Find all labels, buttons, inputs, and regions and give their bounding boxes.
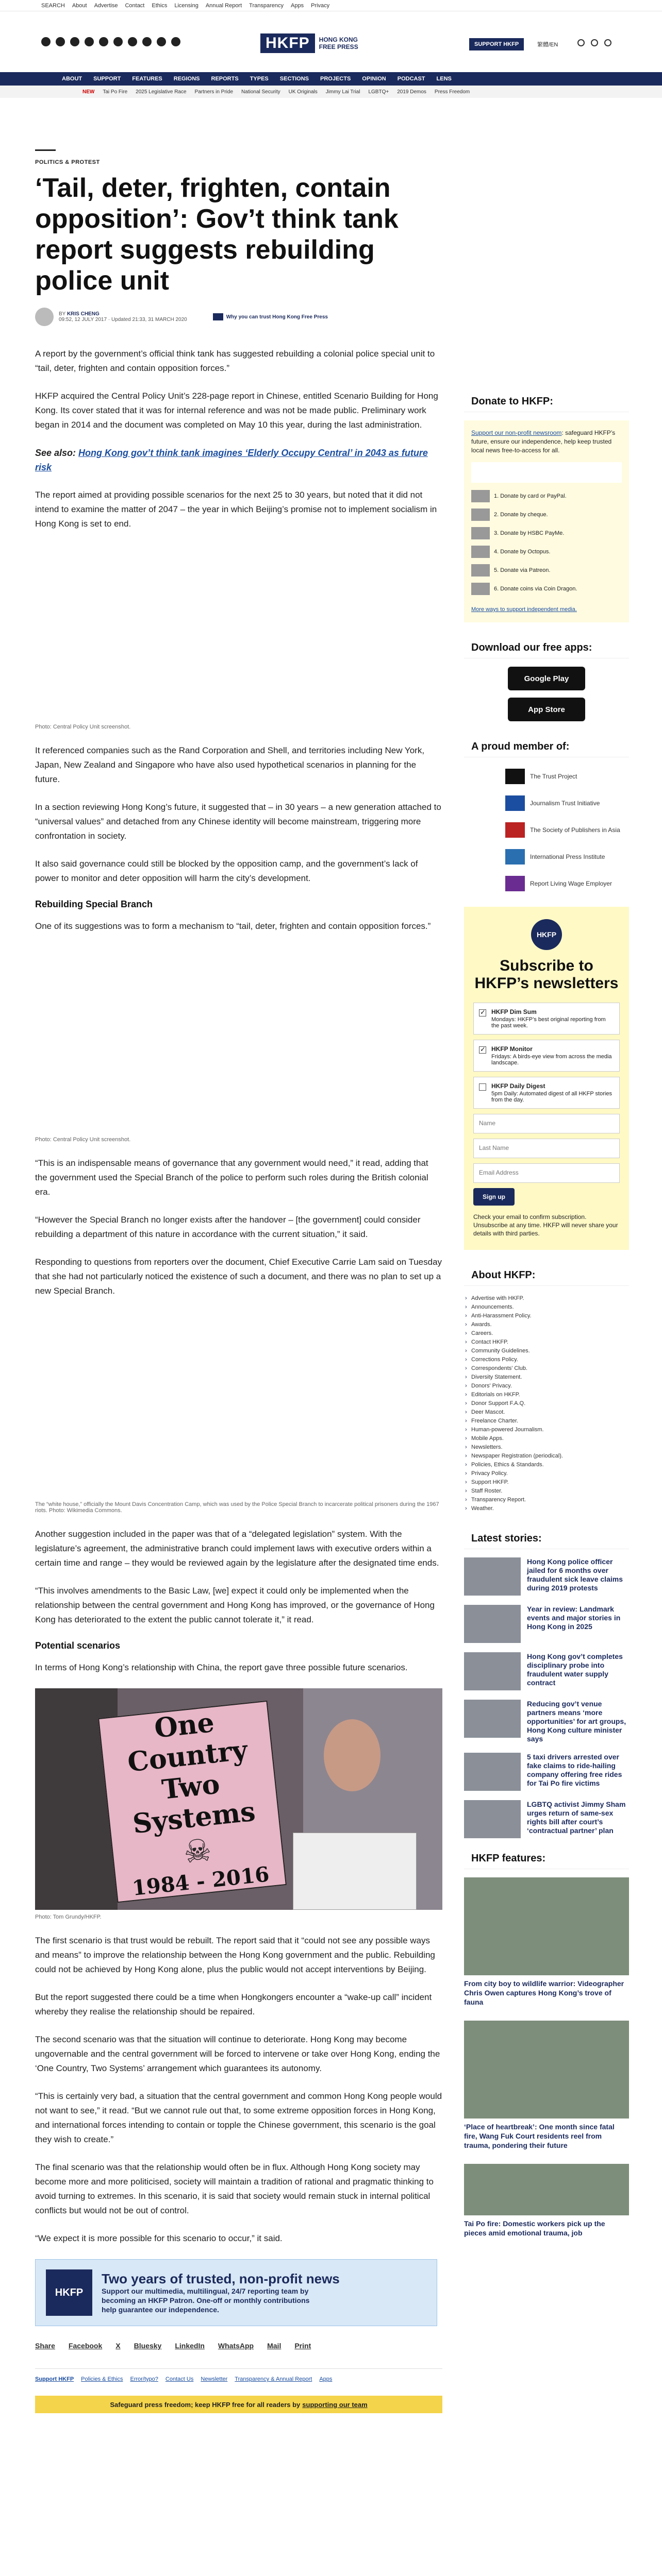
newsletter-option-dimsum[interactable] xyxy=(473,1003,620,1035)
sidebar xyxy=(464,392,629,2251)
advertise-link[interactable]: Advertise xyxy=(94,2,118,9)
member-logo[interactable] xyxy=(505,795,629,811)
about-item[interactable]: › Freelance Charter. xyxy=(464,1417,629,1426)
paragraph: The final scenario was that the relationship would often be in flux. Although Hong Kong society may become more and more politicised, society will maintain a tradition of rational and pragmatic thinking to avoid turning to extremes. In this scenario, it is said that society would remain stuck in internal political conflicts but would not be out of control. xyxy=(35,2162,434,2215)
about-item[interactable]: › Contact HKFP. xyxy=(464,1338,629,1347)
nav-about[interactable]: ABOUT xyxy=(62,76,82,82)
linkedin-icon[interactable] xyxy=(128,37,137,46)
paragraph: “This involves amendments to the Basic Law, [we] expect it could only be implemented when the relationship between the central government and Hong Kong has improved, or the governance of Hong Kong has deteriorated to the extent the public cannot tolerate it,” it read. xyxy=(35,1586,435,1624)
nav-projects[interactable]: PROJECTS xyxy=(320,76,351,82)
support-footer-bar xyxy=(35,2396,442,2413)
trending-item[interactable]: 2019 Demos xyxy=(397,89,426,95)
jti-icon xyxy=(505,795,525,811)
latest-story[interactable] xyxy=(464,1557,629,1596)
nav-opinion[interactable]: OPINION xyxy=(362,76,386,82)
paragraph: “We expect it is more possible for this scenario to occur,” it said. xyxy=(35,2233,283,2243)
nav-types[interactable]: TYPES xyxy=(250,76,269,82)
byline-text: BY KRIS CHENG 09:52, 12 JULY 2017 · Updated 21:33, 31 MARCH 2020 xyxy=(59,311,187,323)
about-link[interactable]: About xyxy=(72,2,87,9)
member-logo[interactable] xyxy=(505,769,629,784)
bluesky-icon[interactable] xyxy=(99,37,108,46)
about-list xyxy=(464,1294,629,1513)
newsletter-desc: 5pm Daily: Automated digest of all HKFP stories from the day. xyxy=(491,1091,612,1103)
banner-subtitle: Support our multimedia, multilingual, 24/7 reporting team by becoming an HKFP Patron. One-off or monthly contributions help guarantee our independence. xyxy=(102,2287,310,2314)
user-icon[interactable] xyxy=(591,39,598,46)
protest-photo xyxy=(35,1688,442,1910)
banner-logo: HKFP xyxy=(46,2269,92,2316)
nav-support[interactable]: SUPPORT xyxy=(93,76,121,82)
support-links xyxy=(35,2368,442,2382)
trending-item[interactable]: Partners in Pride xyxy=(194,89,234,95)
story-thumbnail xyxy=(464,1557,521,1596)
latest-story[interactable] xyxy=(464,1605,629,1643)
feature-title: From city boy to wildlife warrior: Videographer Chris Owen captures Hong Kong’s trove of fauna xyxy=(464,1979,624,2006)
article xyxy=(35,149,442,2413)
trending-item[interactable]: UK Originals xyxy=(288,89,318,95)
email-input[interactable]: Email Address xyxy=(473,1163,620,1183)
sign-text: One Country xyxy=(126,1706,249,1778)
contact-link[interactable]: Contact Us xyxy=(165,2376,194,2382)
about-item[interactable]: › Mobile Apps. xyxy=(464,1434,629,1443)
about-item[interactable]: › Diversity Statement. xyxy=(464,1373,629,1382)
latest-story[interactable] xyxy=(464,1700,629,1743)
newsletter-name: HKFP Daily Digest xyxy=(491,1082,545,1090)
trending-item[interactable]: Press Freedom xyxy=(434,89,470,95)
telegram-icon[interactable] xyxy=(142,37,152,46)
donate-option-label: 5. Donate via Patreon. xyxy=(494,567,551,573)
member-name: Report Living Wage Employer xyxy=(530,880,612,887)
donate-link[interactable]: Support our non-profit newsroom xyxy=(471,429,562,436)
feature-thumbnail xyxy=(464,1877,629,1975)
paragraph: “This is an indispensable means of governance that any government would need,” it read, adding that the government used the Special Branch of the police to perform such roles during the British colonial era. xyxy=(35,1158,428,1197)
about-item[interactable]: › Advertise with HKFP. xyxy=(464,1294,629,1303)
features-heading: HKFP features: xyxy=(464,1849,629,1869)
title-rule xyxy=(35,149,56,151)
story-thumbnail xyxy=(464,1800,521,1838)
story-thumbnail xyxy=(464,1700,521,1738)
section-heading: Potential scenarios xyxy=(35,1640,121,1651)
error-link[interactable]: Error/typo? xyxy=(130,2376,158,2382)
google-play-button[interactable]: Google Play xyxy=(508,667,585,690)
paragraph: A report by the government’s official think tank has suggested rebuilding a colonial police special unit to “tail, deter, frighten and contain opposition forces.” xyxy=(35,349,435,373)
member-logo[interactable] xyxy=(505,849,629,865)
about-item[interactable]: › Announcements. xyxy=(464,1303,629,1312)
about-item[interactable]: › Privacy Policy. xyxy=(464,1469,629,1478)
about-item[interactable]: › Corrections Policy. xyxy=(464,1355,629,1364)
cheque-icon xyxy=(471,509,490,521)
about-item[interactable]: › Transparency Report. xyxy=(464,1496,629,1504)
newsletter-logo: HKFP xyxy=(531,919,562,950)
image-caption: Photo: Tom Grundy/HKFP. xyxy=(35,1914,102,1920)
donate-option-label: 1. Donate by card or PayPal. xyxy=(494,493,567,499)
newsletter-option-monitor[interactable] xyxy=(473,1040,620,1072)
rss-icon[interactable] xyxy=(171,37,180,46)
article-title: ‘Tail, deter, frighten, contain opposition’: Gov’t think tank report suggests rebuilding police unit xyxy=(35,173,399,296)
story-title: Hong Kong police officer jailed for 6 months over fraudulent sick leave claims during 2019 protests xyxy=(527,1557,623,1592)
support-hkfp-button[interactable]: SUPPORT HKFP xyxy=(469,38,524,50)
apps-link[interactable]: Apps xyxy=(319,2376,333,2382)
newsletter-heading: Subscribe to HKFP’s newsletters xyxy=(474,957,619,992)
payme-icon xyxy=(471,527,490,539)
facebook-icon[interactable] xyxy=(41,37,51,46)
donate-heading: Donate to HKFP: xyxy=(464,392,629,412)
paragraph: The report aimed at providing possible scenarios for the next 25 to 30 years, but noted that it did not intend to examine the matter of 2047 – the year in which Beijing’s promise not to implement socialism in Hong Kong is set to end. xyxy=(35,490,437,529)
donate-logos xyxy=(471,462,622,483)
latest-story[interactable] xyxy=(464,1652,629,1690)
story-thumbnail xyxy=(464,1605,521,1643)
member-logo[interactable] xyxy=(505,876,629,891)
feature-story[interactable] xyxy=(464,2164,629,2238)
youtube-icon[interactable] xyxy=(113,37,123,46)
about-item[interactable]: › Anti-Harassment Policy. xyxy=(464,1312,629,1320)
paragraph: One of its suggestions was to form a mechanism to “tail, deter, frighten and contain opposition forces.” xyxy=(35,921,431,931)
nav-features[interactable]: FEATURES xyxy=(132,76,162,82)
newsletter-note: Check your email to confirm subscription. Unsubscribe at any time. HKFP will never share your details with third parties. xyxy=(473,1213,618,1237)
transparency-link[interactable]: Transparency & Annual Report xyxy=(235,2376,312,2382)
share-x[interactable]: X xyxy=(115,2342,121,2350)
ipi-icon xyxy=(505,849,525,865)
report-screenshot-1 xyxy=(35,545,442,720)
newsletter-name: HKFP Dim Sum xyxy=(491,1008,537,1015)
top-utility-bar xyxy=(0,0,662,11)
share-label: Share xyxy=(35,2342,55,2350)
latest-story[interactable] xyxy=(464,1800,629,1838)
policies-link[interactable]: Policies & Ethics xyxy=(81,2376,123,2382)
logo-mark: HKFP xyxy=(260,33,315,53)
skull-icon: ☠ xyxy=(181,1832,213,1871)
logo-text xyxy=(319,36,358,50)
share-bar xyxy=(35,2342,442,2350)
newsletter-desc: Fridays: A birds-eye view from across the media landscape. xyxy=(491,1054,612,1066)
share-mail[interactable]: Mail xyxy=(267,2342,282,2350)
trending-item[interactable]: 2025 Legislative Race xyxy=(136,89,187,95)
member-name: The Society of Publishers in Asia xyxy=(530,826,620,834)
see-also xyxy=(35,446,442,474)
share-facebook[interactable]: Facebook xyxy=(68,2342,103,2350)
donate-option[interactable] xyxy=(471,564,622,577)
header-icons xyxy=(577,39,611,46)
see-also-link[interactable]: Hong Kong gov’t think tank imagines ‘Elderly Occupy Central’ in 2043 as future risk xyxy=(35,448,428,472)
author-name[interactable]: KRIS CHENG xyxy=(67,311,100,317)
apps-link[interactable]: Apps xyxy=(291,2,304,9)
paragraph: In a section reviewing Hong Kong’s future, it suggested that – in 30 years – a new generation attached to “universal values” and detached from any Chinese identity will become mainstream, triggering more confrontation in society. xyxy=(35,802,441,841)
banner-title: Two years of trusted, non-profit news xyxy=(102,2271,340,2286)
last-name-input[interactable]: Last Name xyxy=(473,1139,620,1158)
ethics-link[interactable]: Ethics xyxy=(152,2,168,9)
about-item[interactable]: › Newsletters. xyxy=(464,1443,629,1452)
checkbox[interactable] xyxy=(479,1083,486,1091)
newsletter-link[interactable]: Newsletter xyxy=(201,2376,228,2382)
about-item[interactable]: › Human-powered Journalism. xyxy=(464,1426,629,1434)
paragraph: It also said governance could still be blocked by the opposition camp, and the government’s lack of power to monitor and deter opposition will harm the city’s development. xyxy=(35,859,418,883)
image-caption: The “white house,” officially the Mount Davis Concentration Camp, which was used by the Police Special Branch to incarcerate political prisoners during the 1967 riots. Photo: Wikimedia Commons. xyxy=(35,1501,439,1514)
annual-report-link[interactable]: Annual Report xyxy=(205,2,242,9)
nav-sections[interactable]: SECTIONS xyxy=(279,76,309,82)
about-item[interactable]: › Community Guidelines. xyxy=(464,1347,629,1355)
nav-podcast[interactable]: PODCAST xyxy=(397,76,425,82)
report-screenshot-2 xyxy=(35,947,442,1132)
x-icon[interactable] xyxy=(56,37,65,46)
article-category[interactable]: POLITICS & PROTEST xyxy=(35,159,100,165)
trust-project-icon xyxy=(505,769,525,784)
sign-years: 1984 - 2016 xyxy=(130,1861,271,1901)
apps-heading: Download our free apps: xyxy=(464,638,629,658)
paragraph: The second scenario was that the situation will continue to deteriorate. Hong Kong may become ungovernable and the central government will be forced to intervene or take over Hong Kong, ending the ‘One Country, Two Systems’ arrangement which guarantees its autonomy. xyxy=(35,2035,440,2073)
donate-option-label: 6. Donate coins via Coin Dragon. xyxy=(494,585,577,592)
trust-icon xyxy=(213,313,223,320)
banner-text xyxy=(102,2271,340,2314)
share-bluesky[interactable]: Bluesky xyxy=(134,2342,162,2350)
trust-label: Why you can trust Hong Kong Free Press xyxy=(226,314,328,320)
protest-flag xyxy=(293,1833,417,1910)
about-item[interactable]: › Donor Support F.A.Q. xyxy=(464,1399,629,1408)
about-heading: About HKFP: xyxy=(464,1265,629,1286)
trending-bar xyxy=(0,86,662,98)
transparency-link[interactable]: Transparency xyxy=(249,2,284,9)
donate-option-label: 2. Donate by cheque. xyxy=(494,511,548,518)
member-name: Journalism Trust Initiative xyxy=(530,800,600,807)
app-store-button[interactable]: App Store xyxy=(508,698,585,721)
logo-line2: FREE PRESS xyxy=(319,43,358,50)
newsletter-desc: Mondays: HKFP’s best original reporting from the past week. xyxy=(491,1016,606,1029)
author-avatar xyxy=(35,308,54,326)
privacy-link[interactable]: Privacy xyxy=(311,2,330,9)
byline xyxy=(35,308,442,326)
section-heading: Rebuilding Special Branch xyxy=(35,899,153,909)
publish-date: 09:52, 12 JULY 2017 xyxy=(59,317,107,323)
trending-item[interactable]: National Security xyxy=(241,89,280,95)
image-caption: Photo: Central Policy Unit screenshot. xyxy=(35,1137,131,1143)
about-item[interactable]: › Newspaper Registration (periodical). xyxy=(464,1452,629,1461)
whatsapp-icon[interactable] xyxy=(157,37,166,46)
about-item[interactable]: › Weather. xyxy=(464,1504,629,1513)
about-item[interactable]: › Donors' Privacy. xyxy=(464,1382,629,1391)
card-icon xyxy=(471,490,490,502)
menu-icon[interactable] xyxy=(604,39,611,46)
story-title: 5 taxi drivers arrested over fake claims to ride-hailing company offering free rides for Tai Po fire victims xyxy=(527,1753,622,1787)
share-linkedin[interactable]: LinkedIn xyxy=(175,2342,205,2350)
member-name: International Press Institute xyxy=(530,853,605,860)
white-house-photo xyxy=(35,1312,442,1497)
contact-link[interactable]: Contact xyxy=(125,2,145,9)
paragraph: The first scenario is that trust would be rebuilt. The report said that it “could not see any possible ways and means” to improve the relationship between the Hong Kong government and the public. Rebuilding could not be achieved by Hong Kong alone, plus the public would not accept interventions by Beijing. xyxy=(35,1936,435,1974)
paragraph: Responding to questions from reporters over the document, Chief Executive Carrie Lam said on Tuesday that she had not particularly noticed the existence of such a document, and there was no plan to set up a new Special Branch. xyxy=(35,1257,442,1296)
paragraph: Another suggestion included in the paper was that of a “delegated legislation” system. With the legislature’s agreement, the administrative branch could implement laws with executive orders within a certain time and range – they would be reviewed again by the legislature after the designated time ends. xyxy=(35,1529,439,1568)
about-item[interactable]: › Policies, Ethics & Standards. xyxy=(464,1461,629,1469)
feature-title: ‘Place of heartbreak’: One month since fatal fire, Wang Fuk Court residents reel from trauma, pondering their future xyxy=(464,2123,615,2149)
feature-story[interactable] xyxy=(464,1877,629,2007)
feature-title: Tai Po fire: Domestic workers pick up the pieces amid emotional trauma, job xyxy=(464,2219,605,2237)
logo-line1: HONG KONG xyxy=(319,36,358,43)
trending-item[interactable]: LGBTQ+ xyxy=(368,89,389,95)
member-heading: A proud member of: xyxy=(464,737,629,757)
patreon-icon xyxy=(471,564,490,577)
protest-sign xyxy=(98,1701,287,1903)
protester-figure xyxy=(324,1719,380,1791)
nav-regions[interactable]: REGIONS xyxy=(173,76,200,82)
donate-text: : safeguard HKFP’s future, ensure our independence, help keep trusted local news free-to-access for all. xyxy=(471,429,616,454)
donate-option[interactable] xyxy=(471,490,622,502)
paragraph: “This is certainly very bad, a situation that the central government and common Hong Kong people would not want to see,” it read. “But we cannot rule out that, to some extreme opposition forces in Hong Kong, and international forces intending to contain or topple the Chinese government, this scenario is the goal they wish to create.” xyxy=(35,2091,442,2144)
about-item[interactable]: › Editorials on HKFP. xyxy=(464,1391,629,1399)
member-name: The Trust Project xyxy=(530,773,577,780)
about-item[interactable]: › Deer Mascot. xyxy=(464,1408,629,1417)
checkbox[interactable] xyxy=(479,1009,486,1016)
story-title: Hong Kong gov’t completes disciplinary probe into fraudulent water supply contract xyxy=(527,1652,623,1687)
instagram-icon[interactable] xyxy=(70,37,79,46)
story-title: LGBTQ activist Jimmy Sham urges return of same-sex rights bill after court’s ‘contractual partner’ plan xyxy=(527,1800,626,1835)
about-item[interactable]: › Correspondents' Club. xyxy=(464,1364,629,1373)
feature-story[interactable] xyxy=(464,2021,629,2150)
trust-link[interactable] xyxy=(213,313,328,320)
nav-reports[interactable]: REPORTS xyxy=(211,76,239,82)
story-thumbnail xyxy=(464,1753,521,1791)
about-item[interactable]: › Careers. xyxy=(464,1329,629,1338)
threads-icon[interactable] xyxy=(85,37,94,46)
paragraph: HKFP acquired the Central Policy Unit’s 228-page report in Chinese, entitled Scenario Building for Hong Kong. Its cover stated that it was for internal reference and was not be made public. Preliminary work began in 2014 and the document was completed on May 10 this year, during the last administration. xyxy=(35,391,438,430)
image-caption: Photo: Central Policy Unit screenshot. xyxy=(35,724,131,730)
share-print[interactable]: Print xyxy=(294,2342,311,2350)
story-thumbnail xyxy=(464,1652,521,1690)
site-logo[interactable] xyxy=(260,31,405,56)
member-logo[interactable] xyxy=(505,822,629,838)
donate-option[interactable] xyxy=(471,509,622,521)
support-link[interactable]: Support HKFP xyxy=(35,2376,74,2382)
signup-button[interactable]: Sign up xyxy=(473,1188,515,1206)
donate-option[interactable] xyxy=(471,527,622,539)
about-item[interactable]: › Staff Roster. xyxy=(464,1487,629,1496)
octopus-icon xyxy=(471,546,490,558)
nav-lens[interactable]: LENS xyxy=(436,76,452,82)
about-item[interactable]: › Awards. xyxy=(464,1320,629,1329)
language-toggle[interactable]: 繁體/EN xyxy=(537,42,558,48)
paragraph: It referenced companies such as the Rand Corporation and Shell, and territories including New York, Japan, New Zealand and Singapore who have also used hypothetical scenarios in planning for the future. xyxy=(35,745,425,784)
updated-date: Updated 21:33, 31 MARCH 2020 xyxy=(111,317,187,323)
share-whatsapp[interactable]: WhatsApp xyxy=(218,2342,254,2350)
more-ways-link[interactable]: More ways to support independent media. xyxy=(471,606,577,613)
story-title: Reducing gov’t venue partners means ‘more opportunities’ for art groups, Hong Kong culture minister says xyxy=(527,1700,626,1743)
about-item[interactable]: › Support HKFP. xyxy=(464,1478,629,1487)
trending-item[interactable]: Jimmy Lai Trial xyxy=(325,89,360,95)
footer-link[interactable]: supporting our team xyxy=(302,2400,368,2409)
donate-option[interactable] xyxy=(471,583,622,595)
sopa-icon xyxy=(505,822,525,838)
newsletter-name: HKFP Monitor xyxy=(491,1045,533,1053)
first-name-input[interactable]: Name xyxy=(473,1114,620,1133)
patron-banner[interactable] xyxy=(35,2259,437,2326)
latest-heading: Latest stories: xyxy=(464,1529,629,1549)
story-title: Year in review: Landmark events and major stories in Hong Kong in 2025 xyxy=(527,1605,621,1631)
see-also-prefix: See also: xyxy=(35,448,79,458)
feature-thumbnail xyxy=(464,2021,629,2119)
trending-item[interactable]: Tai Po Fire xyxy=(103,89,128,95)
paragraph: In terms of Hong Kong’s relationship with China, the report gave three possible future scenarios. xyxy=(35,1663,408,1672)
checkbox[interactable] xyxy=(479,1046,486,1054)
donate-option-label: 4. Donate by Octopus. xyxy=(494,548,551,555)
search-icon[interactable] xyxy=(577,39,585,46)
site-header xyxy=(0,11,662,72)
feature-thumbnail xyxy=(464,2164,629,2215)
paragraph: “However the Special Branch no longer exists after the handover – [the government] could consider rebuilding a department of this nature in accordance with the current situation,” it said. xyxy=(35,1215,421,1239)
paragraph: But the report suggested there could be a time when Hongkongers encounter a “wake-up call” incident whereby they realise the relationship should be repaired. xyxy=(35,1992,432,2016)
living-wage-icon xyxy=(505,876,525,891)
newsletter-option-digest[interactable] xyxy=(473,1077,620,1109)
social-links xyxy=(41,37,180,46)
main-nav xyxy=(0,72,662,86)
coin-dragon-icon xyxy=(471,583,490,595)
donate-option[interactable] xyxy=(471,546,622,558)
donate-box xyxy=(464,420,629,622)
search-link[interactable]: SEARCH xyxy=(41,2,65,9)
licensing-link[interactable]: Licensing xyxy=(174,2,198,9)
sign-text: Two Systems xyxy=(131,1768,257,1840)
newsletter-signup xyxy=(464,907,629,1250)
new-badge: NEW xyxy=(82,89,95,95)
donate-option-label: 3. Donate by HSBC PayMe. xyxy=(494,530,565,536)
footer-text: Safeguard press freedom; keep HKFP free for all readers by xyxy=(110,2400,301,2409)
latest-story[interactable] xyxy=(464,1753,629,1791)
